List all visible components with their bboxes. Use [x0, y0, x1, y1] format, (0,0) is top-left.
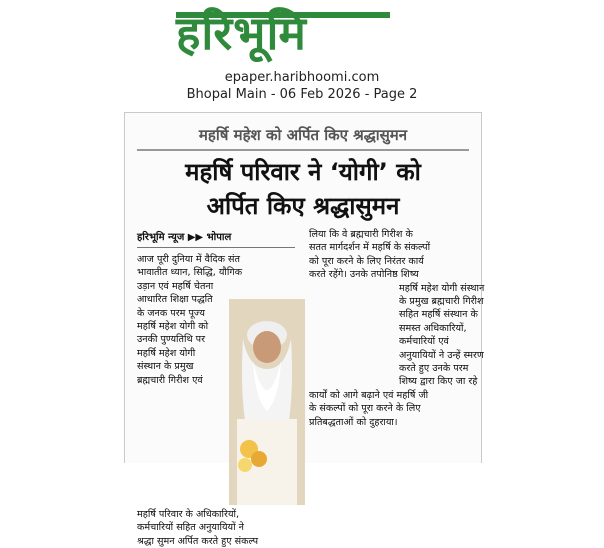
body-line: लिया कि वे ब्रह्मचारी गिरीश के	[309, 229, 413, 240]
body-line: उड़ान एवं महर्षि चेतना	[137, 280, 214, 292]
article-kicker: महर्षि महेश को अर्पित किए श्रद्धासुमन	[198, 126, 408, 144]
body-line: समस्त अधिकारियों,	[399, 322, 467, 334]
site-url[interactable]: epaper.haribhoomi.com	[224, 70, 380, 85]
body-line: आधारित शिक्षा पद्धति	[137, 294, 213, 306]
body-line: करते रहेंगे। उनके तपोनिष्ठ शिष्य	[309, 269, 419, 281]
body-line: आज पूरी दुनिया में वैदिक संत	[137, 254, 240, 265]
article-body-left-bottom	[137, 508, 297, 548]
news-clipping	[124, 112, 485, 547]
body-line: सतत मार्गदर्शन में महर्षि के संकल्पों	[309, 242, 431, 254]
byline-divider	[137, 247, 295, 248]
body-line: प्रतिबद्धताओं को दुहराया।	[309, 416, 398, 428]
edition-info	[0, 87, 604, 103]
edition-text: Bhopal Main - 06 Feb 2026 - Page 2	[186, 87, 418, 102]
body-line: संस्थान के प्रमुख	[137, 361, 194, 373]
body-line: अनुयायियों ने उन्हें स्मरण	[399, 349, 484, 361]
byline: हरिभूमि न्यूज ▶▶ भोपाल	[137, 232, 232, 243]
body-line: महर्षि परिवार के अधिकारियों,	[137, 509, 240, 520]
body-line: सहित महर्षि संस्थान के	[399, 309, 478, 321]
body-line: ब्रह्मचारी गिरीश एवं	[137, 374, 203, 386]
portrait-illustration	[229, 299, 305, 505]
article-body-left-side	[137, 320, 225, 387]
body-line: शिष्य द्वारा किए जा रहे	[399, 376, 478, 388]
haribhoomi-logo[interactable]: हरिभूमि	[176, 6, 307, 60]
headline-line-2: अर्पित किए श्रद्धासुमन	[206, 192, 400, 220]
kicker-divider	[137, 149, 469, 151]
maharishi-photo	[229, 299, 305, 505]
masthead	[0, 0, 604, 102]
body-line: के जनक परम पूज्य	[137, 307, 205, 319]
body-line: महर्षि महेश योगी संस्थान	[399, 282, 485, 294]
body-line: श्रद्धा सुमन अर्पित करते हुए संकल्प	[137, 535, 259, 547]
body-line: के संकल्पों को पूरा करने के लिए	[309, 403, 421, 415]
body-line: कार्यों को आगे बढ़ाने एवं महर्षि जी	[309, 389, 429, 401]
body-line: भावातीत ध्यान, सिद्धि, यौगिक	[137, 267, 243, 279]
body-line: महर्षि महेश योगी को	[137, 321, 209, 332]
body-line: कर्मचारियों सहित अनुयायियों ने	[137, 522, 244, 534]
body-line: कर्मचारियों एवं	[399, 336, 449, 348]
body-line: महर्षि महेश योगी	[137, 347, 196, 359]
body-line: करते हुए उनके परम	[399, 363, 469, 375]
headline-line-1: महर्षि परिवार ने ‘योगी’ को	[185, 158, 421, 186]
body-line: के प्रमुख ब्रह्मचारी गिरीश	[399, 296, 484, 308]
article-body-right	[309, 228, 485, 429]
body-line: उनकी पुण्यतिथि पर	[137, 334, 206, 346]
body-line: को पूरा करने के लिए निरंतर कार्य	[309, 255, 424, 267]
